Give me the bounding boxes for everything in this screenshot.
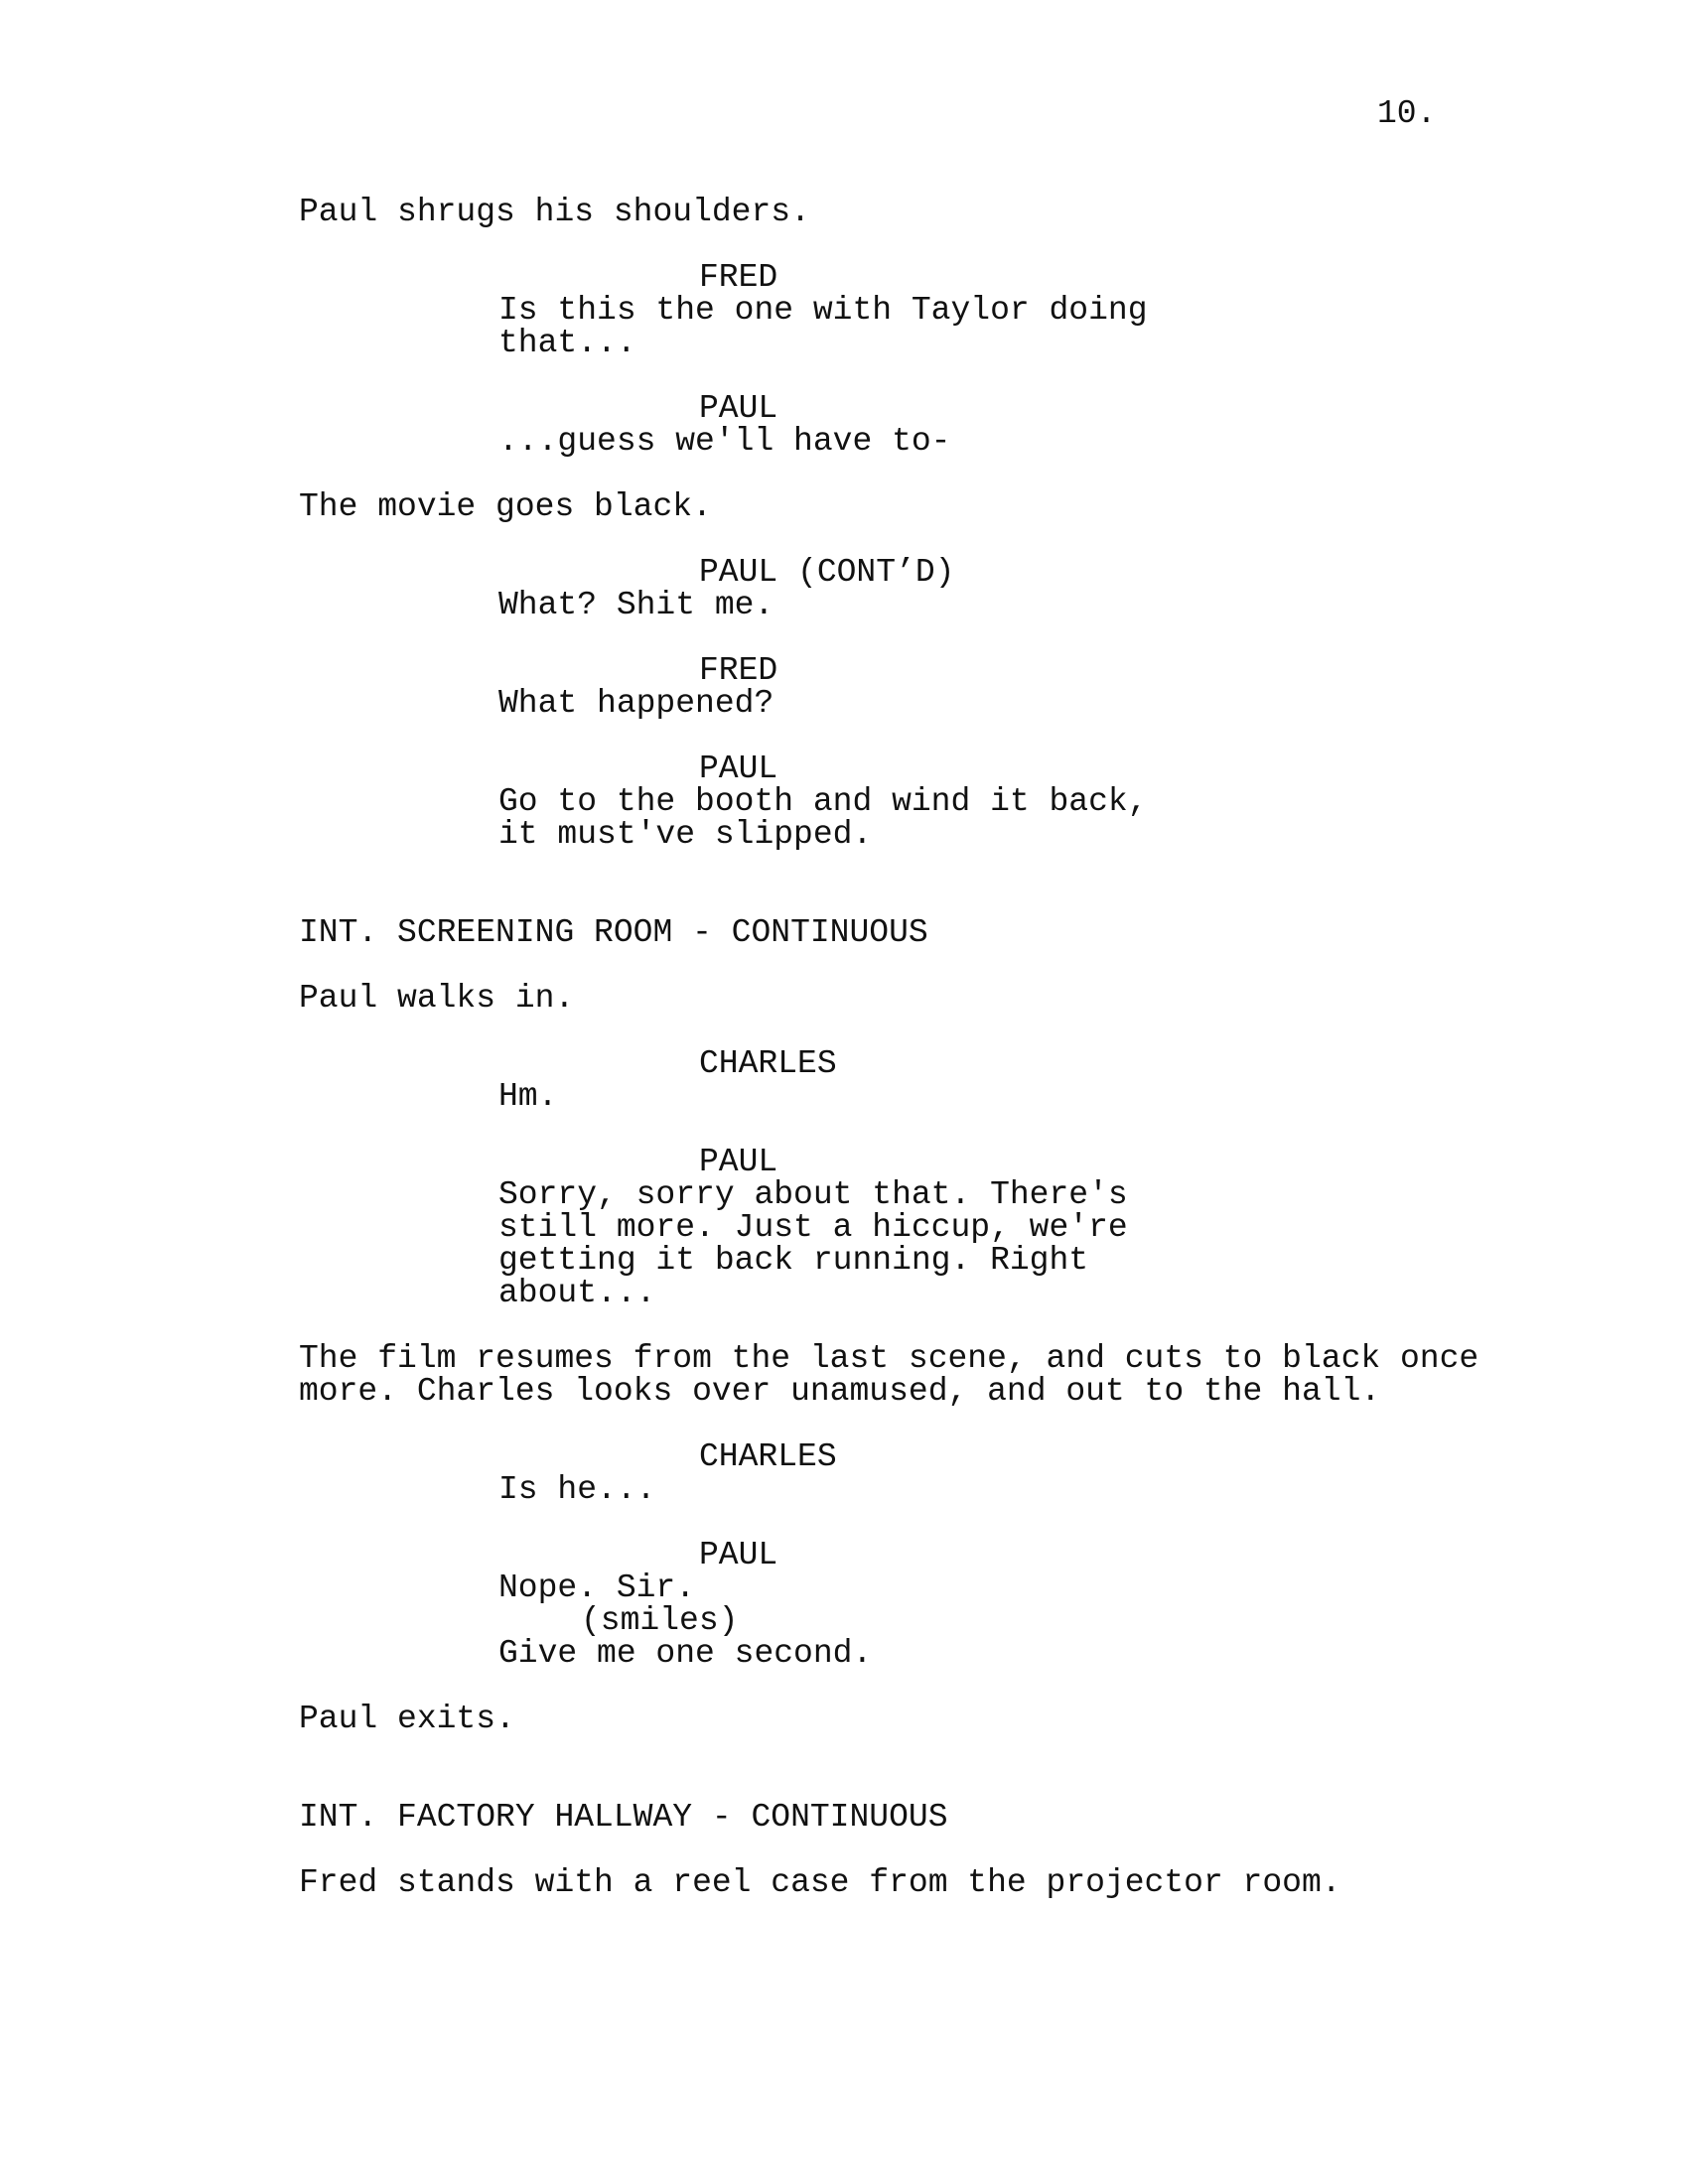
character-name: PAUL — [699, 390, 778, 427]
character-name: CHARLES — [699, 1438, 837, 1475]
character-name: FRED — [699, 652, 778, 689]
dialogue-line: What happened? — [498, 685, 774, 722]
character-name: PAUL — [699, 1537, 778, 1573]
action-line: more. Charles looks over unamused, and out to the hall. — [299, 1373, 1381, 1410]
dialogue-line: ...guess we'll have to- — [498, 423, 951, 460]
action-line: Paul shrugs his shoulders. — [299, 194, 810, 230]
dialogue-line: What? Shit me. — [498, 587, 774, 623]
dialogue-line: Is he... — [498, 1471, 656, 1508]
character-name: PAUL (CONT’D) — [699, 554, 955, 591]
parenthetical: (smiles) — [581, 1602, 739, 1639]
character-name: PAUL — [699, 751, 778, 787]
dialogue-line: Sorry, sorry about that. There's — [498, 1176, 1128, 1213]
dialogue-line: Go to the booth and wind it back, — [498, 783, 1148, 820]
dialogue-line: that... — [498, 325, 636, 361]
scene-heading: INT. SCREENING ROOM - CONTINUOUS — [299, 914, 928, 951]
page-number: 10. — [1377, 95, 1437, 132]
dialogue-line: still more. Just a hiccup, we're — [498, 1209, 1128, 1246]
action-line: Paul exits. — [299, 1701, 515, 1737]
action-line: The film resumes from the last scene, and cuts to black once — [299, 1340, 1479, 1377]
dialogue-line: Give me one second. — [498, 1635, 873, 1672]
scene-heading: INT. FACTORY HALLWAY - CONTINUOUS — [299, 1799, 948, 1836]
action-line: Paul walks in. — [299, 980, 575, 1017]
dialogue-line: Nope. Sir. — [498, 1570, 696, 1606]
dialogue-line: about... — [498, 1275, 656, 1311]
dialogue-line: Is this the one with Taylor doing — [498, 292, 1148, 329]
action-line: Fred stands with a reel case from the projector room. — [299, 1864, 1341, 1901]
character-name: FRED — [699, 259, 778, 296]
action-line: The movie goes black. — [299, 488, 712, 525]
character-name: CHARLES — [699, 1045, 837, 1082]
dialogue-line: getting it back running. Right — [498, 1242, 1089, 1279]
dialogue-line: Hm. — [498, 1078, 558, 1115]
dialogue-line: it must've slipped. — [498, 816, 873, 853]
character-name: PAUL — [699, 1144, 778, 1180]
